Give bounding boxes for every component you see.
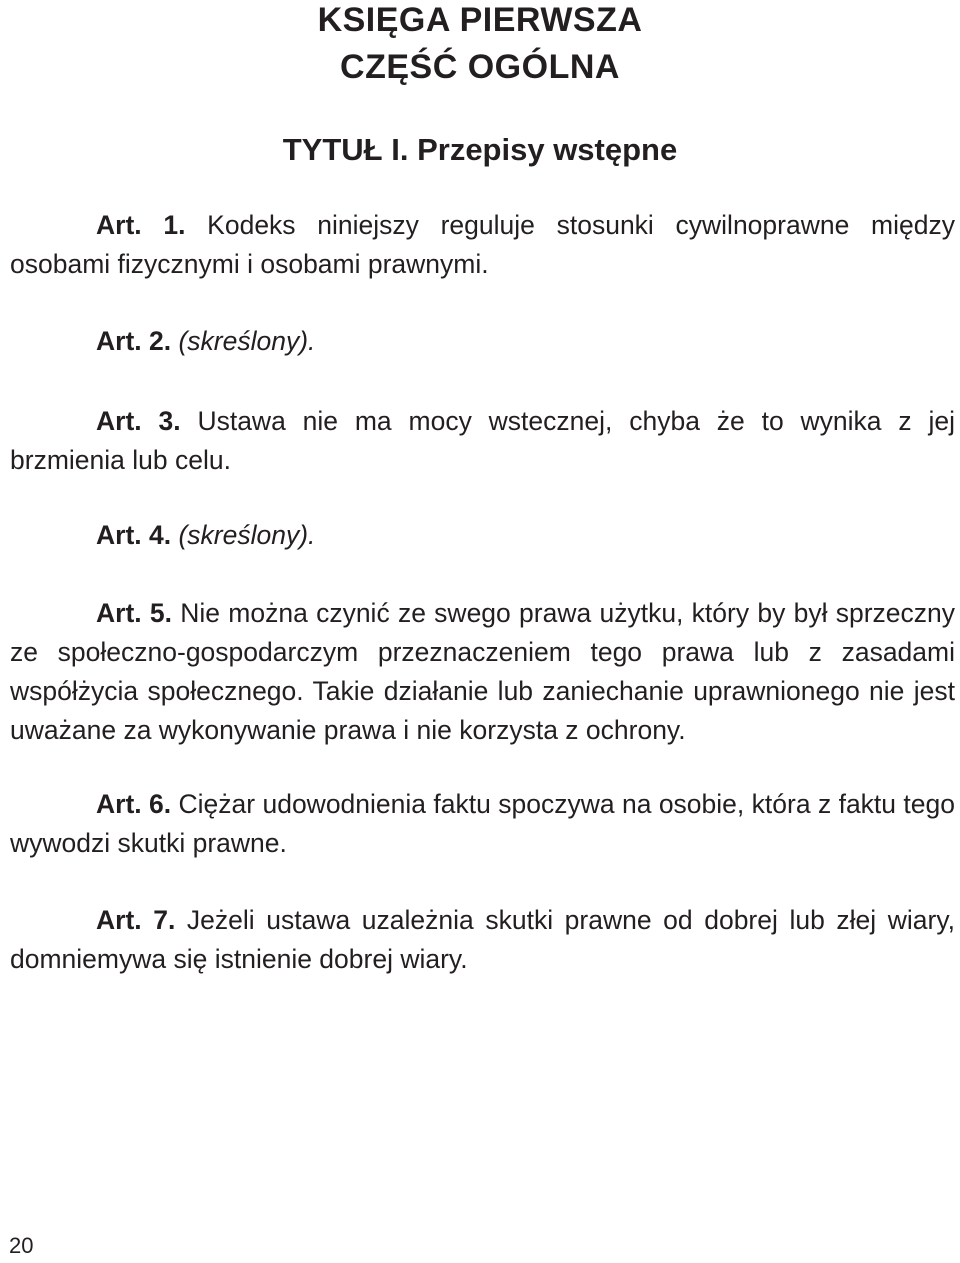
article-number: Art. 5. [96,598,172,628]
article-text: (skreślony). [178,326,316,356]
section-title: TYTUŁ I. Przepisy wstępne [282,132,678,167]
article-5 [10,594,955,750]
article-number: Art. 2. [96,326,172,356]
article-2 [10,322,955,361]
book-subtitle: CZĘŚĆ OGÓLNA [340,48,620,86]
article-text: Nie można czynić ze swego prawa użytku, który by był sprzeczny ze społeczno-gospodarczym przeznaczeniem tego prawa lub z zasadami współżycia społecznego. Takie działanie lub zaniechanie uprawnionego nie jest uważane za wykonywanie prawa i nie korzysta z ochrony. [10,598,955,745]
page-number: 20 [9,1233,34,1258]
article-7 [10,901,955,979]
article-number: Art. 7. [96,905,176,935]
book-title: KSIĘGA PIERWSZA [317,1,643,39]
article-3 [10,402,955,480]
article-number: Art. 6. [96,789,172,819]
article-6 [10,785,955,863]
article-text: Kodeks niniejszy reguluje stosunki cywilnoprawne między osobami fizycznymi i osobami prawnymi. [10,210,955,279]
article-text: (skreślony). [178,520,316,550]
article-text: Jeżeli ustawa uzależnia skutki prawne od dobrej lub złej wiary, domniemywa się istnienie dobrej wiary. [10,905,955,974]
article-number: Art. 4. [96,520,172,550]
article-number: Art. 1. [96,210,186,240]
article-1 [10,206,955,284]
article-4 [10,516,955,555]
article-text: Ciężar udowodnienia faktu spoczywa na osobie, która z faktu tego wywodzi skutki prawne. [10,789,955,858]
article-text: Ustawa nie ma mocy wstecznej, chyba że to wynika z jej brzmienia lub celu. [10,406,955,475]
article-number: Art. 3. [96,406,181,436]
